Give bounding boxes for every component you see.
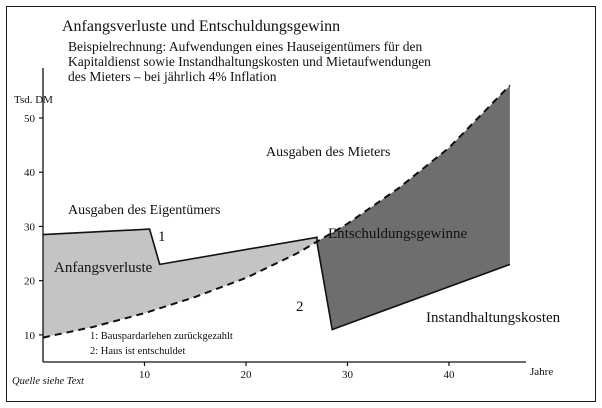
- marker-2: 2: [296, 299, 304, 315]
- footnote-2: 2: Haus ist entschuldet: [90, 346, 186, 357]
- y-tick-label: 30: [24, 221, 35, 234]
- area-entschuldungsgewinne: [317, 85, 510, 329]
- label-instandhaltungskosten: Instandhaltungskosten: [426, 310, 561, 326]
- x-tick-label: 40: [443, 369, 455, 381]
- label-ausgaben-mieter: Ausgaben des Mieters: [266, 145, 391, 160]
- x-tick-label: 30: [341, 369, 353, 381]
- y-tick-label: 50: [24, 112, 35, 125]
- marker-1: 1: [158, 229, 166, 245]
- label-anfangsverluste: Anfangsverluste: [54, 260, 153, 276]
- y-tick-label: 20: [24, 275, 35, 288]
- area-anfangsverluste: [43, 229, 317, 338]
- chart-subtitle-line-1: Beispielrechnung: Aufwendungen eines Hauseigentümers für den: [68, 39, 423, 54]
- y-axis-label: Tsd. DM: [14, 94, 53, 106]
- chart-subtitle-line-3: des Mieters – bei jährlich 4% Inflation: [68, 69, 277, 84]
- chart-title: Anfangsverluste und Entschuldungsgewinn: [62, 18, 341, 35]
- y-tick-label: 40: [24, 167, 35, 180]
- y-tick-label: 10: [24, 329, 35, 342]
- chart-subtitle-line-2: Kapitaldienst sowie Instandhaltungskosten und Mietaufwendungen: [68, 54, 431, 69]
- source-note: Quelle siehe Text: [12, 376, 84, 387]
- x-axis-label: Jahre: [530, 366, 554, 378]
- x-tick-label: 10: [138, 369, 150, 381]
- x-tick-label: 20: [240, 369, 252, 381]
- footnote-1: 1: Bauspardarlehen zurückgezahlt: [90, 331, 233, 342]
- label-entschuldungsgewinne: Entschuldungsgewinne: [328, 226, 468, 242]
- label-ausgaben-eigentuemer: Ausgaben des Eigentümers: [68, 203, 221, 218]
